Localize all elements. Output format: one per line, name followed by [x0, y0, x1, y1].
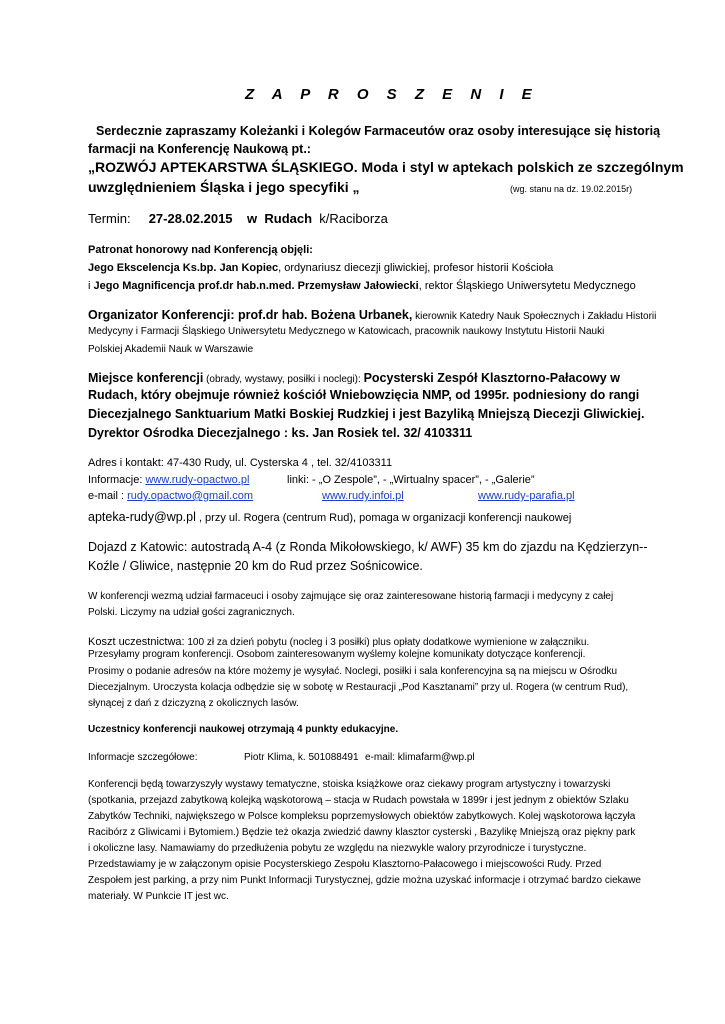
- venue-line-1: [88, 369, 620, 387]
- term-label: Termin:: [88, 211, 131, 226]
- education-points: Uczestnicy konferencji naukowej otrzymają 4 punkty edukacyjne.: [88, 724, 399, 735]
- contact-email-line: [88, 490, 253, 502]
- patron-2: [88, 280, 636, 292]
- term-place: Rudach: [264, 211, 313, 226]
- venue-line-4: Dyrektor Ośrodka Diecezjalnego : ks. Jan Rosiek tel. 32/ 4103311: [88, 426, 473, 440]
- closing-line-4: Racibórz z Gliwicami i Bytomiem.) Będzie też okazja zwiedzić dawny klasztor cysterski , Bazylikę Mniejszą oraz piękny park: [88, 827, 636, 838]
- details-label: Informacje szczegółowe:: [88, 752, 198, 763]
- patron-2-desc: , rektor Śląskiego Uniwersytetu Medycznego: [418, 280, 636, 292]
- organizer-desc-1: kierownik Katedry Nauk Społecznych i Zakładu Historii: [412, 311, 657, 322]
- cost-label: Koszt uczestnictwa:: [88, 636, 185, 648]
- cost-text-1: 100 zł za dzień pobytu (nocleg i 3 posiłki) plus opłaty dodatkowe wymienione w załączniku.: [184, 637, 590, 648]
- closing-line-7: Zespołem jest parking, a przy nim Punkt Informacji Turystycznej, gdzie można uzyskać informacje i otrzymać bardzo ciekawe: [88, 875, 641, 886]
- conference-topic-line-1: „ROZWÓJ APTEKARSTWA ŚLĄSKIEGO. Moda i styl w aptekach polskich ze szczególnym: [88, 159, 684, 175]
- patron-2-prefix: i: [88, 280, 94, 292]
- patron-1-name: Jego Ekscelencja Ks.bp. Jan Kopiec: [88, 262, 279, 274]
- participants-line-1: W konferencji wezmą udział farmaceuci i osoby zajmujące się oraz zainteresowane historią farmacji i medycyny z całej: [88, 591, 614, 602]
- venue-label-note: (obrady, wystawy, posiłki i noclegi):: [203, 374, 364, 385]
- info-links-text: linki: - „O Zespole”, - „Wirtualny spacer”, - „Galerie”: [287, 474, 535, 486]
- venue-line-3: Diecezjalnego Sanktuarium Matki Boskiej Rudzkiej i jest Bazyliką Mniejszą Diecezji Gliwickiej.: [88, 407, 645, 421]
- cost-line-5: słynącej z dań z dziczyzną z okolicznych lasów.: [88, 698, 299, 709]
- closing-line-8: materiały. W Punkcie IT jest wc.: [88, 891, 229, 902]
- closing-line-3: Zabytków Techniki, największego w Polsce kompleksu poprzemysłowych obiektów zabytkowych. Kolej wąskotorowa łączyła: [88, 811, 636, 822]
- closing-line-1: Konferencji będą towarzyszyły wystawy tematyczne, stoiska książkowe oraz ciekawy program artystyczny i towarzyski: [88, 779, 611, 790]
- patron-2-name: Jego Magnificencja prof.dr hab.n.med. Przemysław Jałowiecki: [93, 280, 419, 292]
- rudy-infoi-link[interactable]: www.rudy.infoi.pl: [322, 490, 404, 502]
- apteka-desc: , przy ul. Rogera (centrum Rud), pomaga w organizacji konferencji naukowej: [195, 512, 572, 524]
- contact-address: Adres i kontakt: 47-430 Rudy, ul. Cysterska 4 , tel. 32/4103311: [88, 457, 393, 469]
- info-label: Informacje:: [88, 474, 146, 486]
- term-place-suffix: k/Raciborza: [319, 211, 388, 226]
- patron-1: [88, 262, 553, 274]
- details-person: Piotr Klima, k. 501088491: [244, 752, 359, 763]
- participants-line-2: Polski. Liczymy na udział gości zagranicznych.: [88, 607, 295, 618]
- venue-line-2: Rudach, który obejmuje również kościół Wniebowzięcia NMP, od 1995r. podniesiony do rangi: [88, 388, 640, 402]
- closing-line-2: (spotkania, przejazd zabytkową kolejką wąskotorową – stacja w Rudach powstała w 1899r i jest jednym z obiektów Szlaku: [88, 795, 629, 806]
- cost-line-2: Przesyłamy program konferencji. Osobom zainteresowanym wyślemy kolejne komunikaty dotyczące konferencji.: [88, 649, 586, 660]
- email-label: e-mail :: [88, 490, 128, 502]
- term-dates: 27-28.02.2015: [148, 211, 233, 226]
- apteka-line: [88, 508, 571, 526]
- venue-name: Pocysterski Zespół Klasztorno-Pałacowy w: [363, 371, 620, 385]
- term-line: [88, 211, 388, 226]
- cost-line-3: Prosimy o podanie adresów na które możemy je wysyłać. Noclegi, posiłki i sala konferencyjna są na miejscu w Ośrodku: [88, 666, 618, 677]
- cost-line-1: [88, 632, 589, 650]
- page-title: Z A P R O S Z E N I E: [245, 86, 539, 103]
- directions-line-1: Dojazd z Katowic: autostradą A-4 (z Ronda Mikołowskiego, k/ AWF) 35 km do zjazdu na Kędzierzyn--: [88, 540, 648, 554]
- intro-line-2: farmacji na Konferencję Naukową pt.:: [88, 142, 311, 156]
- details-email: e-mail: klimafarm@wp.pl: [365, 752, 475, 763]
- closing-line-6: Przedstawiamy je w załączonym opisie Pocysterskiego Zespołu Klasztorno-Pałacowego i miejscowości Rudy. Przed: [88, 859, 602, 870]
- conference-topic-line-2: uwzględnieniem Śląska i jego specyfiki „: [88, 179, 360, 195]
- status-note: (wg. stanu na dz. 19.02.2015r): [510, 184, 633, 194]
- term-w: w: [247, 211, 258, 226]
- contact-info-line: [88, 474, 249, 486]
- closing-line-5: i okoliczne lasy. Namawiamy do przedłużenia pobytu ze względu na niezwykle walory przyrodnicze i turystyczne.: [88, 843, 587, 854]
- organizer-desc-2: Medycyny i Farmacji Śląskiego Uniwersytetu Medycznego w Katowicach, pracownik naukowy Instytutu Historii Nauki: [88, 326, 605, 337]
- opactwo-link[interactable]: www.rudy-opactwo.pl: [145, 474, 250, 486]
- apteka-email: apteka-rudy@wp.pl: [88, 510, 196, 524]
- organizer-label: Organizator Konferencji: prof.dr hab. Bożena Urbanek,: [88, 308, 413, 322]
- patron-1-desc: , ordynariusz diecezji gliwickiej, profesor historii Kościoła: [278, 262, 554, 274]
- directions-line-2: Koźle / Gliwice, następnie 20 km do Rud przez Sośnicowice.: [88, 559, 423, 573]
- organizer-desc-3: Polskiej Akademii Nauk w Warszawie: [88, 344, 254, 355]
- organizer-line-1: [88, 306, 656, 324]
- patronage-heading: Patronat honorowy nad Konferencją objęli:: [88, 244, 313, 256]
- intro-line-1: Serdecznie zapraszamy Koleżanki i Kolegów Farmaceutów oraz osoby interesujące się historią: [96, 124, 661, 138]
- email-link[interactable]: rudy.opactwo@gmail.com: [127, 490, 254, 502]
- cost-line-4: Diecezjalnym. Uroczysta kolacja odbędzie się w sobotę w Restauracji „Pod Kasztanami” przy ul. Rogera (w centrum Rud),: [88, 682, 629, 693]
- rudy-parafia-link[interactable]: www.rudy-parafia.pl: [478, 490, 575, 502]
- venue-label: Miejsce konferencji: [88, 371, 204, 385]
